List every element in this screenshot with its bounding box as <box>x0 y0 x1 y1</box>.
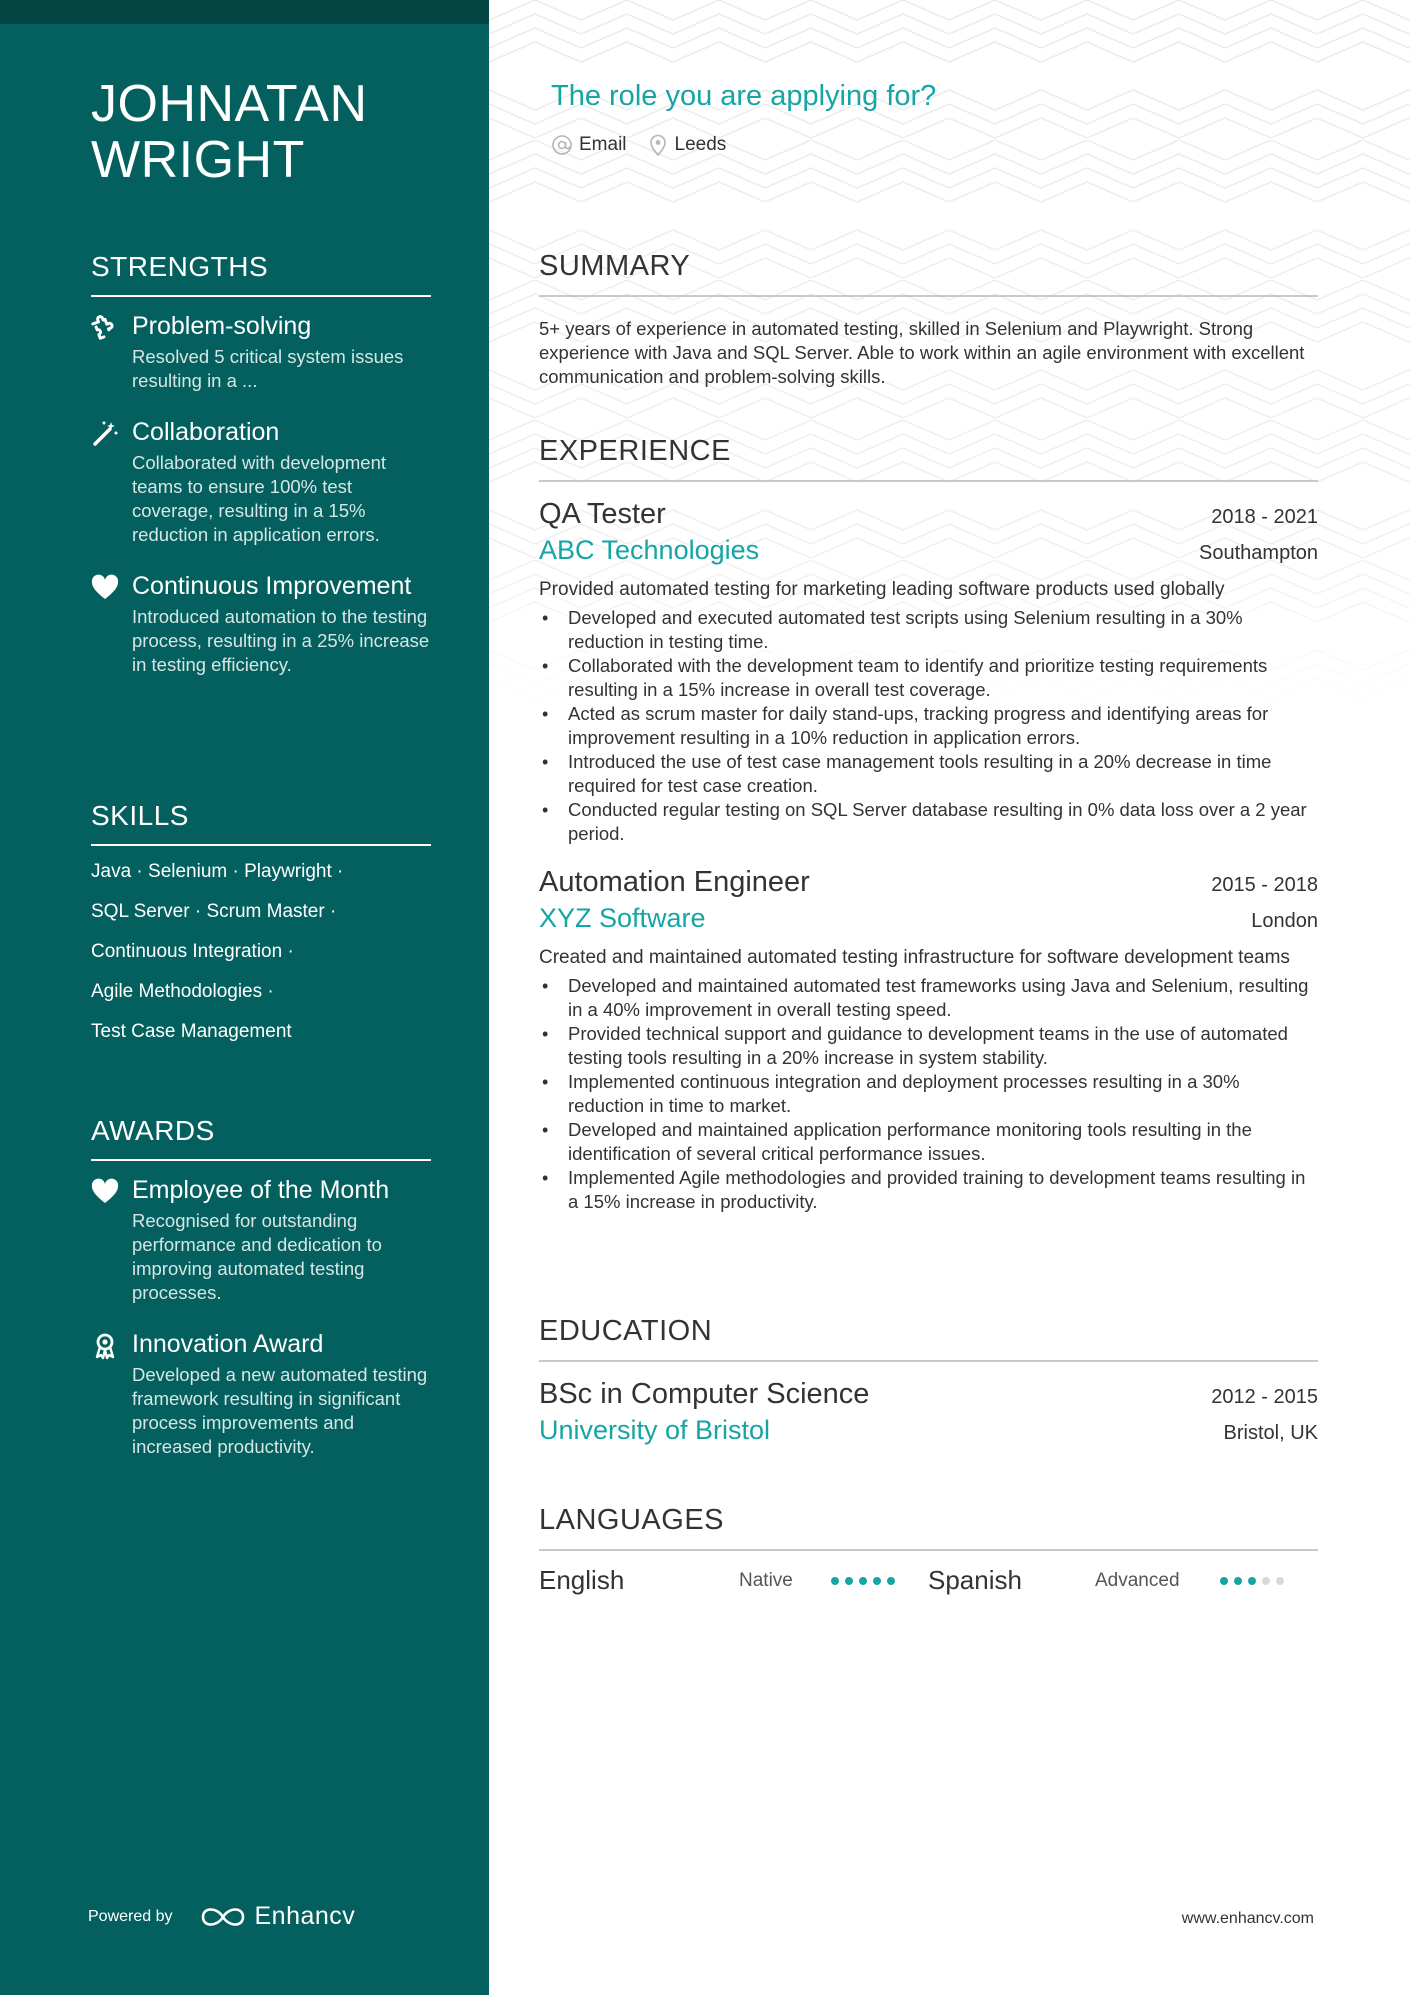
rating-dot <box>845 1577 853 1585</box>
rating-dot <box>859 1577 867 1585</box>
job-dates: 2018 - 2021 <box>1211 506 1318 528</box>
summary-section <box>539 250 1318 389</box>
job-company: ABC Technologies <box>539 535 760 565</box>
job-bullets <box>539 974 1318 1214</box>
rating-dot <box>1276 1577 1284 1585</box>
job-description: Created and maintained automated testing infrastructure for software development teams <box>539 947 1290 968</box>
enhancv-brand-name: Enhancv <box>254 1902 356 1930</box>
skills-list <box>91 860 431 1044</box>
job-title: QA Tester <box>539 498 666 530</box>
strength-desc: Resolved 5 critical system issues resulting in a ... <box>132 346 404 391</box>
rating-dot <box>873 1577 881 1585</box>
education-section <box>539 1315 1318 1446</box>
job-dates: 2015 - 2018 <box>1211 874 1318 896</box>
strength-item <box>91 311 431 393</box>
education-dates: 2012 - 2015 <box>1211 1386 1318 1408</box>
award-item <box>91 1329 431 1459</box>
heart-icon <box>91 1178 119 1206</box>
language-rating <box>831 1577 901 1585</box>
summary-title: SUMMARY <box>539 250 1318 297</box>
list-item: • Developed and maintained application performance monitoring tools resulting in the identification of several critical performance issues. <box>539 1118 1318 1166</box>
list-item: • Developed and executed automated test scripts using Selenium resulting in a 30% reduction in testing time. <box>539 606 1318 654</box>
job-title: Automation Engineer <box>539 866 810 898</box>
list-item: • Collaborated with the development team to identify and prioritize testing requirements resulting in a 15% increase in overall test coverage. <box>539 654 1318 702</box>
contact-location-label: Leeds <box>674 134 727 155</box>
list-item: • Provided technical support and guidance to development teams in the use of automated testing tools resulting in a 20% increase in system stability. <box>539 1022 1318 1070</box>
award-item <box>91 1175 431 1305</box>
contact-info <box>551 134 746 156</box>
list-item: • Acted as scrum master for daily stand-ups, tracking progress and identifying areas for improvement resulting in a 10% reduction in application errors. <box>539 702 1318 750</box>
list-item: • Implemented continuous integration and deployment processes resulting in a 30% reduction in time to market. <box>539 1070 1318 1118</box>
list-item: • Introduced the use of test case management tools resulting in a 20% decrease in time required for test case creation. <box>539 750 1318 798</box>
language-name: Spanish <box>928 1565 1022 1595</box>
enhancv-website[interactable]: www.enhancv.com <box>1181 1910 1314 1927</box>
contact-location <box>647 134 727 156</box>
language-level: Native <box>739 1569 793 1591</box>
puzzle-icon <box>91 314 119 342</box>
skill-line: Agile Methodologies · <box>91 981 274 1002</box>
strength-title: Collaboration <box>132 418 280 446</box>
sidebar-top-bar <box>0 0 489 24</box>
experience-section <box>539 435 1318 1214</box>
job-location: Southampton <box>1199 542 1318 564</box>
school: University of Bristol <box>539 1415 771 1445</box>
languages-row <box>539 1565 1318 1596</box>
contact-email-label: Email <box>579 134 627 155</box>
award-title: Innovation Award <box>132 1330 324 1358</box>
strength-item <box>91 571 431 677</box>
job-description: Provided automated testing for marketing leading software products used globally <box>539 579 1225 600</box>
target-role[interactable]: The role you are applying for? <box>551 80 937 112</box>
rating-dot <box>1220 1577 1228 1585</box>
strength-desc: Introduced automation to the testing process, resulting in a 25% increase in testing efficiency. <box>132 606 430 675</box>
skills-title: SKILLS <box>91 800 431 846</box>
strength-title: Problem-solving <box>132 312 312 340</box>
job-location: London <box>1251 910 1318 932</box>
language-name: English <box>539 1565 625 1595</box>
rating-dot <box>1262 1577 1270 1585</box>
rating-dot <box>887 1577 895 1585</box>
strength-title: Continuous Improvement <box>132 572 412 600</box>
sidebar <box>0 0 489 1995</box>
job-entry <box>539 866 1318 1214</box>
at-icon <box>551 134 573 156</box>
award-title: Employee of the Month <box>132 1176 390 1204</box>
strength-desc: Collaborated with development teams to ensure 100% test coverage, resulting in a 15% reduction in application errors. <box>132 452 387 545</box>
skill-line: Continuous Integration · <box>91 941 294 962</box>
rating-dot <box>831 1577 839 1585</box>
award-desc: Developed a new automated testing framework resulting in significant process improvements and increased productivity. <box>132 1364 428 1457</box>
rating-dot <box>1248 1577 1256 1585</box>
language-level: Advanced <box>1095 1569 1180 1591</box>
strengths-title: STRENGTHS <box>91 251 431 297</box>
skill-line: Java · Selenium · Playwright · <box>91 861 344 882</box>
awards-title: AWARDS <box>91 1115 431 1161</box>
experience-title: EXPERIENCE <box>539 435 1318 482</box>
language-rating <box>1220 1577 1290 1585</box>
strengths-section <box>91 251 431 677</box>
award-desc: Recognised for outstanding performance and dedication to improving automated testing processes. <box>132 1210 382 1303</box>
heart-icon <box>91 574 119 602</box>
list-item: • Implemented Agile methodologies and provided training to development teams resulting in a 15% increase in productivity. <box>539 1166 1318 1214</box>
list-item: • Conducted regular testing on SQL Server database resulting in 0% data loss over a 2 year period. <box>539 798 1318 846</box>
education-title: EDUCATION <box>539 1315 1318 1362</box>
powered-by <box>88 1902 355 1931</box>
degree: BSc in Computer Science <box>539 1378 870 1410</box>
languages-title: LANGUAGES <box>539 1504 1318 1551</box>
education-entry <box>539 1378 1318 1446</box>
awards-section <box>91 1115 431 1459</box>
powered-by-label: Powered by <box>88 1907 173 1925</box>
summary-text: 5+ years of experience in automated testing, skilled in Selenium and Playwright. Strong experience with Java and SQL Server. Able to work within an agile environment with excellent communication and problem-solving skills. <box>539 318 1305 387</box>
contact-email[interactable] <box>551 134 627 156</box>
magic-wand-icon <box>91 420 119 448</box>
candidate-name: JOHNATAN WRIGHT <box>91 75 368 189</box>
skill-line: Test Case Management <box>91 1021 292 1042</box>
skill-line: SQL Server · Scrum Master · <box>91 901 337 922</box>
job-entry <box>539 498 1318 846</box>
languages-section <box>539 1504 1318 1596</box>
award-ribbon-icon <box>91 1332 119 1360</box>
education-location: Bristol, UK <box>1223 1422 1318 1444</box>
skills-section <box>91 800 431 1060</box>
location-pin-icon <box>647 134 669 156</box>
enhancv-logo-icon <box>199 1903 247 1931</box>
list-item: • Developed and maintained automated test frameworks using Java and Selenium, resulting in a 40% improvement in overall testing speed. <box>539 974 1318 1022</box>
language-item <box>928 1565 1318 1596</box>
enhancv-logo[interactable] <box>199 1902 356 1931</box>
job-bullets <box>539 606 1318 846</box>
language-item <box>539 1565 928 1596</box>
rating-dot <box>1234 1577 1242 1585</box>
strength-item <box>91 417 431 547</box>
job-company: XYZ Software <box>539 903 706 933</box>
